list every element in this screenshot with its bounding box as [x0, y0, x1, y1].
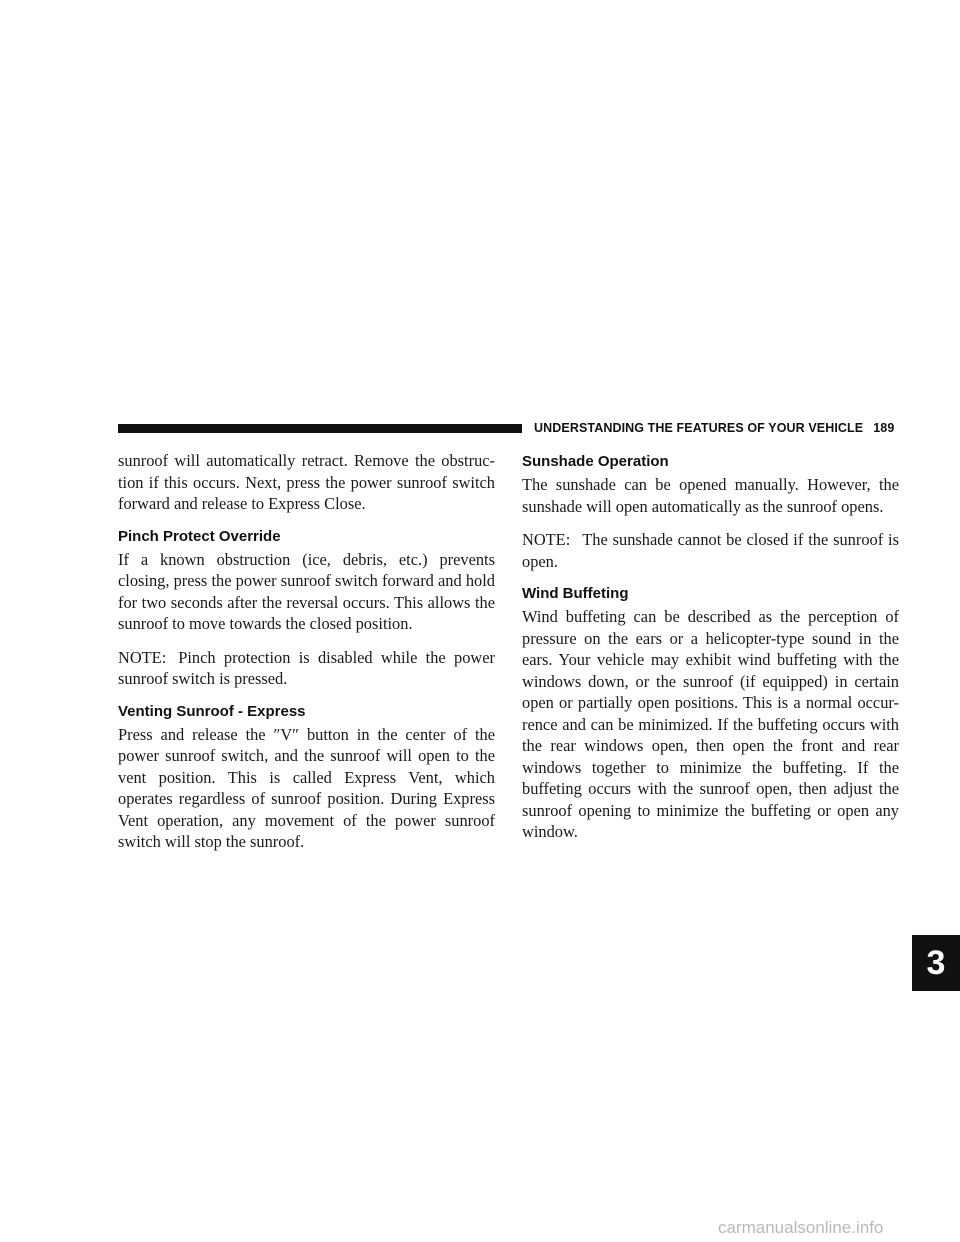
wind-buffeting-body: Wind buffeting can be described as the perception of pressure on the ears or a helicopter-type sound in the ears. Your vehicle may exhibit wind buffeting with the windows down, or the sunroof (if equipped) in certain open or partially open positions. This is a normal occur-rence and can be minimized. If the buffeting occurs with the rear windows open, then open the front and rear windows together to minimize the buffeting. If the buffeting occurs with the sunroof open, then adjust the sunroof opening to minimize the buffeting or open any window.	[522, 607, 899, 841]
heading-wind-buffeting: Wind Buffeting	[522, 585, 629, 602]
intro-paragraph: sunroof will automatically retract. Remove the obstruc-tion if this occurs. Next, press the power sunroof switch forward and release to Express Close.	[118, 451, 495, 513]
sunshade-note	[522, 529, 899, 572]
chapter-tab: 3	[912, 935, 960, 991]
header-title: UNDERSTANDING THE FEATURES OF YOUR VEHICLE	[534, 421, 864, 435]
right-column	[522, 450, 899, 855]
left-column	[118, 450, 495, 865]
note-text: Pinch protection is disabled while the power sunroof switch is pressed.	[118, 647, 495, 688]
running-header	[534, 421, 894, 435]
note-label: NOTE:	[118, 647, 167, 667]
note-text: The sunshade cannot be closed if the sunroof is open.	[522, 530, 899, 571]
heading-sunshade-operation: Sunshade Operation	[522, 453, 669, 470]
pinch-protect-body: If a known obstruction (ice, debris, etc.) prevents closing, press the power sunroof switch forward and hold for two seconds after the reversal occurs. This allows the sunroof to move towards the closed position.	[118, 549, 495, 633]
pinch-protect-note	[118, 647, 495, 690]
sunshade-body: The sunshade can be opened manually. However, the sunshade will open automatically as the sunroof opens.	[522, 475, 899, 516]
header-rule	[118, 424, 522, 433]
heading-venting-sunroof-express: Venting Sunroof - Express	[118, 702, 306, 720]
page-number: 189	[873, 421, 895, 435]
heading-pinch-protect-override: Pinch Protect Override	[118, 527, 281, 545]
venting-sunroof-body: Press and release the ″V″ button in the center of the power sunroof switch, and the sunroof will open to the vent position. This is called Express Vent, which operates regardless of sunroof position. During Express Vent operation, any movement of the power sunroof switch will stop the sunroof.	[118, 724, 495, 851]
watermark: carmanualsonline.info	[718, 1218, 884, 1237]
note-label: NOTE:	[522, 530, 571, 549]
